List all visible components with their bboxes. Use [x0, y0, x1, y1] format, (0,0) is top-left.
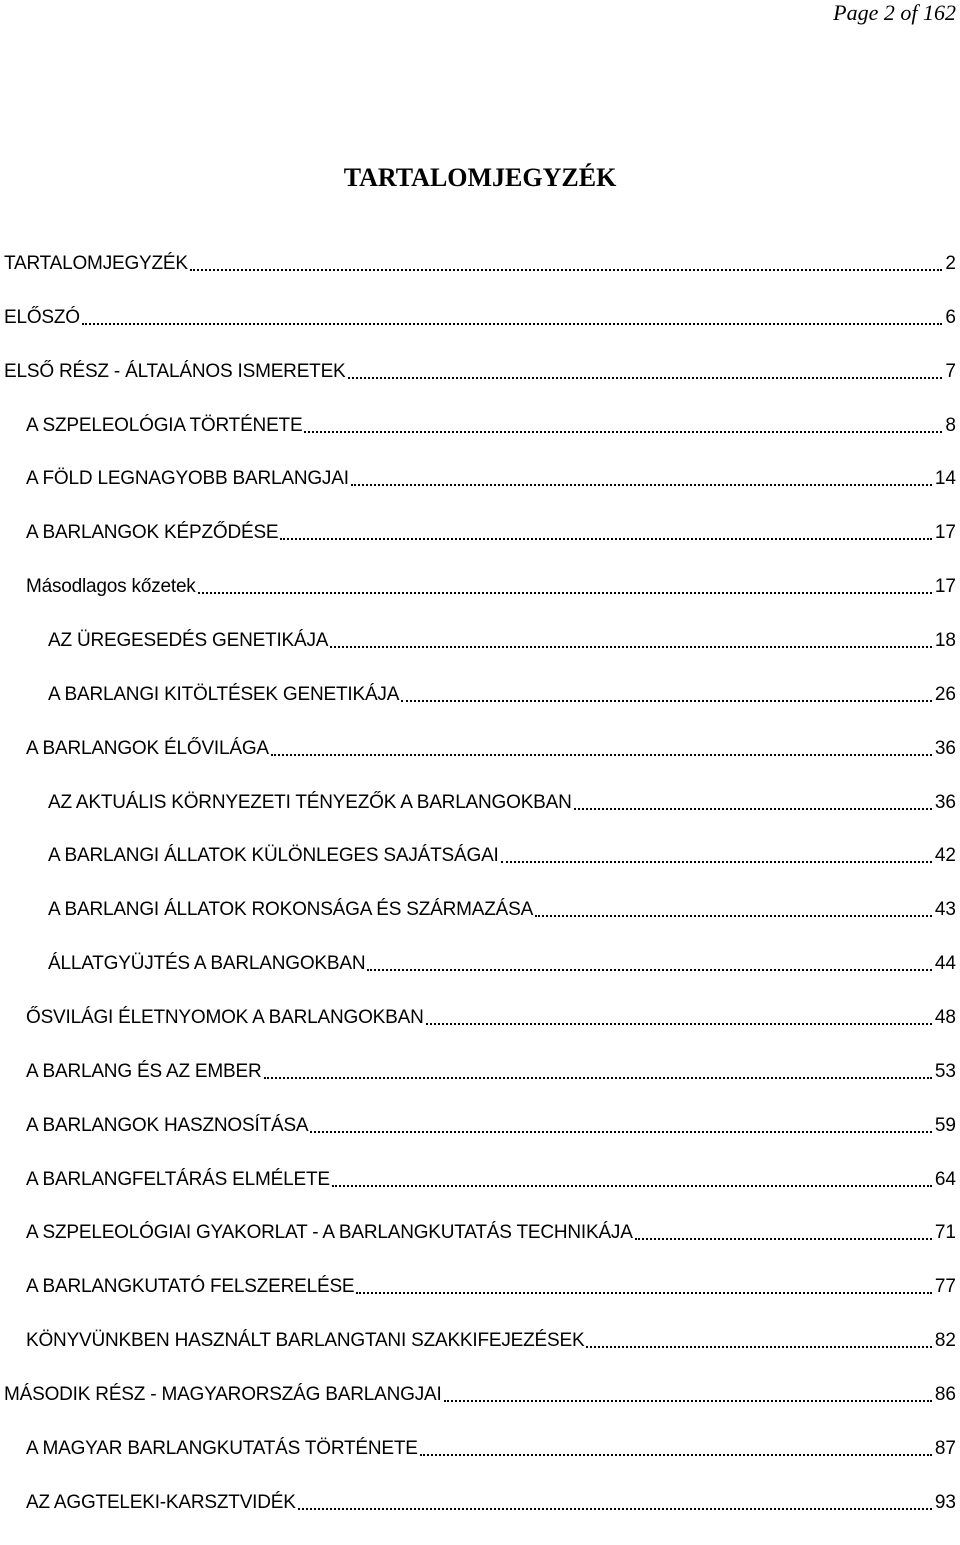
toc-entry[interactable] [0, 1006, 960, 1060]
toc-entry-page: 64 [934, 1168, 956, 1190]
toc-entry[interactable] [0, 1060, 960, 1114]
toc-entry-page: 43 [934, 899, 956, 921]
toc-entry-page: 8 [945, 414, 956, 436]
dot-leader [332, 1168, 932, 1187]
toc-entry-page: 48 [934, 1007, 956, 1029]
toc-entry-title: AZ ÜREGESEDÉS GENETIKÁJA [48, 630, 329, 652]
toc-entry[interactable] [0, 521, 960, 575]
toc-entry[interactable] [0, 791, 960, 845]
page-number-header [833, 0, 956, 26]
dot-leader [280, 521, 931, 540]
dot-leader [271, 737, 932, 756]
toc-entry-title: MÁSODIK RÉSZ - MAGYARORSZÁG BARLANGJAI [4, 1384, 442, 1406]
toc-entry[interactable] [0, 575, 960, 629]
toc-entry-title: A BARLANGKUTATÓ FELSZERELÉSE [26, 1276, 355, 1298]
toc-entry[interactable] [0, 898, 960, 952]
toc-entry[interactable] [0, 1329, 960, 1383]
toc-entry-title: KÖNYVÜNKBEN HASZNÁLT BARLANGTANI SZAKKIFEJEZÉSEK [26, 1330, 585, 1352]
dot-leader [351, 467, 932, 486]
toc-entry-title: A BARLANGI ÁLLATOK ROKONSÁGA ÉS SZÁRMAZÁSA [48, 899, 534, 921]
toc-entry-page: 59 [934, 1114, 956, 1136]
toc-entry-title: TARTALOMJEGYZÉK [4, 253, 188, 274]
table-of-contents [0, 252, 960, 1545]
toc-entry-page: 36 [934, 737, 956, 759]
toc-entry-page: 26 [934, 683, 956, 705]
page-word: Page [833, 0, 879, 25]
dot-leader [298, 1491, 932, 1510]
toc-entry-page: 17 [934, 576, 956, 598]
toc-entry-page: 42 [934, 845, 956, 867]
dot-leader [190, 252, 943, 271]
toc-entry-title: AZ AGGTELEKI-KARSZTVIDÉK [26, 1491, 296, 1513]
toc-entry-page: 2 [945, 253, 956, 274]
toc-entry[interactable] [0, 414, 960, 468]
toc-entry[interactable] [0, 306, 960, 360]
toc-entry-title: ŐSVILÁGI ÉLETNYOMOK A BARLANGOKBAN [26, 1007, 424, 1029]
toc-entry-page: 93 [934, 1491, 956, 1513]
toc-entry-title: ÁLLATGYÜJTÉS A BARLANGOKBAN [48, 953, 366, 975]
dot-leader [586, 1329, 931, 1348]
toc-entry-title: A SZPELEOLÓGIA TÖRTÉNETE [26, 414, 303, 436]
toc-entry-title: ELŐSZÓ [4, 306, 80, 328]
toc-entry-title: A BARLANGFELTÁRÁS ELMÉLETE [26, 1168, 330, 1190]
toc-entry[interactable] [0, 844, 960, 898]
toc-entry-title: AZ AKTUÁLIS KÖRNYEZETI TÉNYEZŐK A BARLANGOKBAN [48, 791, 572, 813]
toc-entry-title: A BARLANGI KITÖLTÉSEK GENETIKÁJA [48, 683, 400, 705]
toc-entry-title: Másodlagos kőzetek [26, 576, 196, 598]
dot-leader [420, 1437, 932, 1456]
toc-entry[interactable] [0, 252, 960, 306]
toc-entry-page: 86 [934, 1384, 956, 1406]
toc-entry-page: 7 [945, 360, 956, 382]
dot-leader [310, 1114, 931, 1133]
toc-entry[interactable] [0, 952, 960, 1006]
dot-leader [501, 844, 932, 863]
toc-entry-page: 82 [934, 1330, 956, 1352]
toc-entry[interactable] [0, 1437, 960, 1491]
of-word: of [900, 0, 918, 25]
toc-entry-page: 18 [934, 630, 956, 652]
toc-entry[interactable] [0, 1275, 960, 1329]
toc-entry-page: 53 [934, 1060, 956, 1082]
toc-entry-title: A BARLANG ÉS AZ EMBER [26, 1060, 262, 1082]
toc-entry-page: 6 [945, 306, 956, 328]
dot-leader [330, 629, 932, 648]
dot-leader [635, 1221, 932, 1240]
dot-leader [401, 683, 932, 702]
toc-entry-page: 87 [934, 1437, 956, 1459]
toc-entry[interactable] [0, 1114, 960, 1168]
dot-leader [356, 1275, 931, 1294]
toc-entry-title: A BARLANGI ÁLLATOK KÜLÖNLEGES SAJÁTSÁGAI [48, 845, 499, 867]
toc-entry-page: 14 [934, 468, 956, 490]
total-pages: 162 [923, 0, 956, 25]
toc-entry[interactable] [0, 360, 960, 414]
toc-entry[interactable] [0, 1383, 960, 1437]
toc-entry[interactable] [0, 1168, 960, 1222]
toc-entry-page: 17 [934, 522, 956, 544]
dot-leader [444, 1383, 932, 1402]
dot-leader [535, 898, 932, 917]
document-title: TARTALOMJEGYZÉK [343, 163, 617, 192]
current-page: 2 [883, 0, 895, 25]
dot-leader [367, 952, 932, 971]
toc-entry[interactable] [0, 467, 960, 521]
toc-entry-title: A SZPELEOLÓGIAI GYAKORLAT - A BARLANGKUTATÁS TECHNIKÁJA [26, 1222, 633, 1244]
toc-entry-page: 77 [934, 1276, 956, 1298]
toc-entry-title: A BARLANGOK ÉLŐVILÁGA [26, 737, 269, 759]
toc-entry[interactable] [0, 683, 960, 737]
toc-entry-title: A MAGYAR BARLANGKUTATÁS TÖRTÉNETE [26, 1437, 418, 1459]
toc-entry-title: A FÖLD LEGNAGYOBB BARLANGJAI [26, 468, 349, 490]
dot-leader [264, 1060, 932, 1079]
toc-entry-page: 36 [934, 791, 956, 813]
dot-leader [348, 360, 943, 379]
toc-entry-title: A BARLANGOK HASZNOSÍTÁSA [26, 1114, 309, 1136]
toc-entry[interactable] [0, 1221, 960, 1275]
toc-entry-title: ELSŐ RÉSZ - ÁLTALÁNOS ISMERETEK [4, 360, 346, 382]
toc-entry-title: A BARLANGOK KÉPZŐDÉSE [26, 522, 279, 544]
toc-entry-page: 44 [934, 953, 956, 975]
toc-entry[interactable] [0, 1491, 960, 1545]
dot-leader [82, 306, 943, 325]
toc-entry[interactable] [0, 629, 960, 683]
toc-entry-page: 71 [934, 1222, 956, 1244]
dot-leader [426, 1006, 932, 1025]
dot-leader [574, 791, 932, 810]
toc-entry[interactable] [0, 737, 960, 791]
dot-leader [304, 414, 942, 433]
dot-leader [198, 575, 932, 594]
